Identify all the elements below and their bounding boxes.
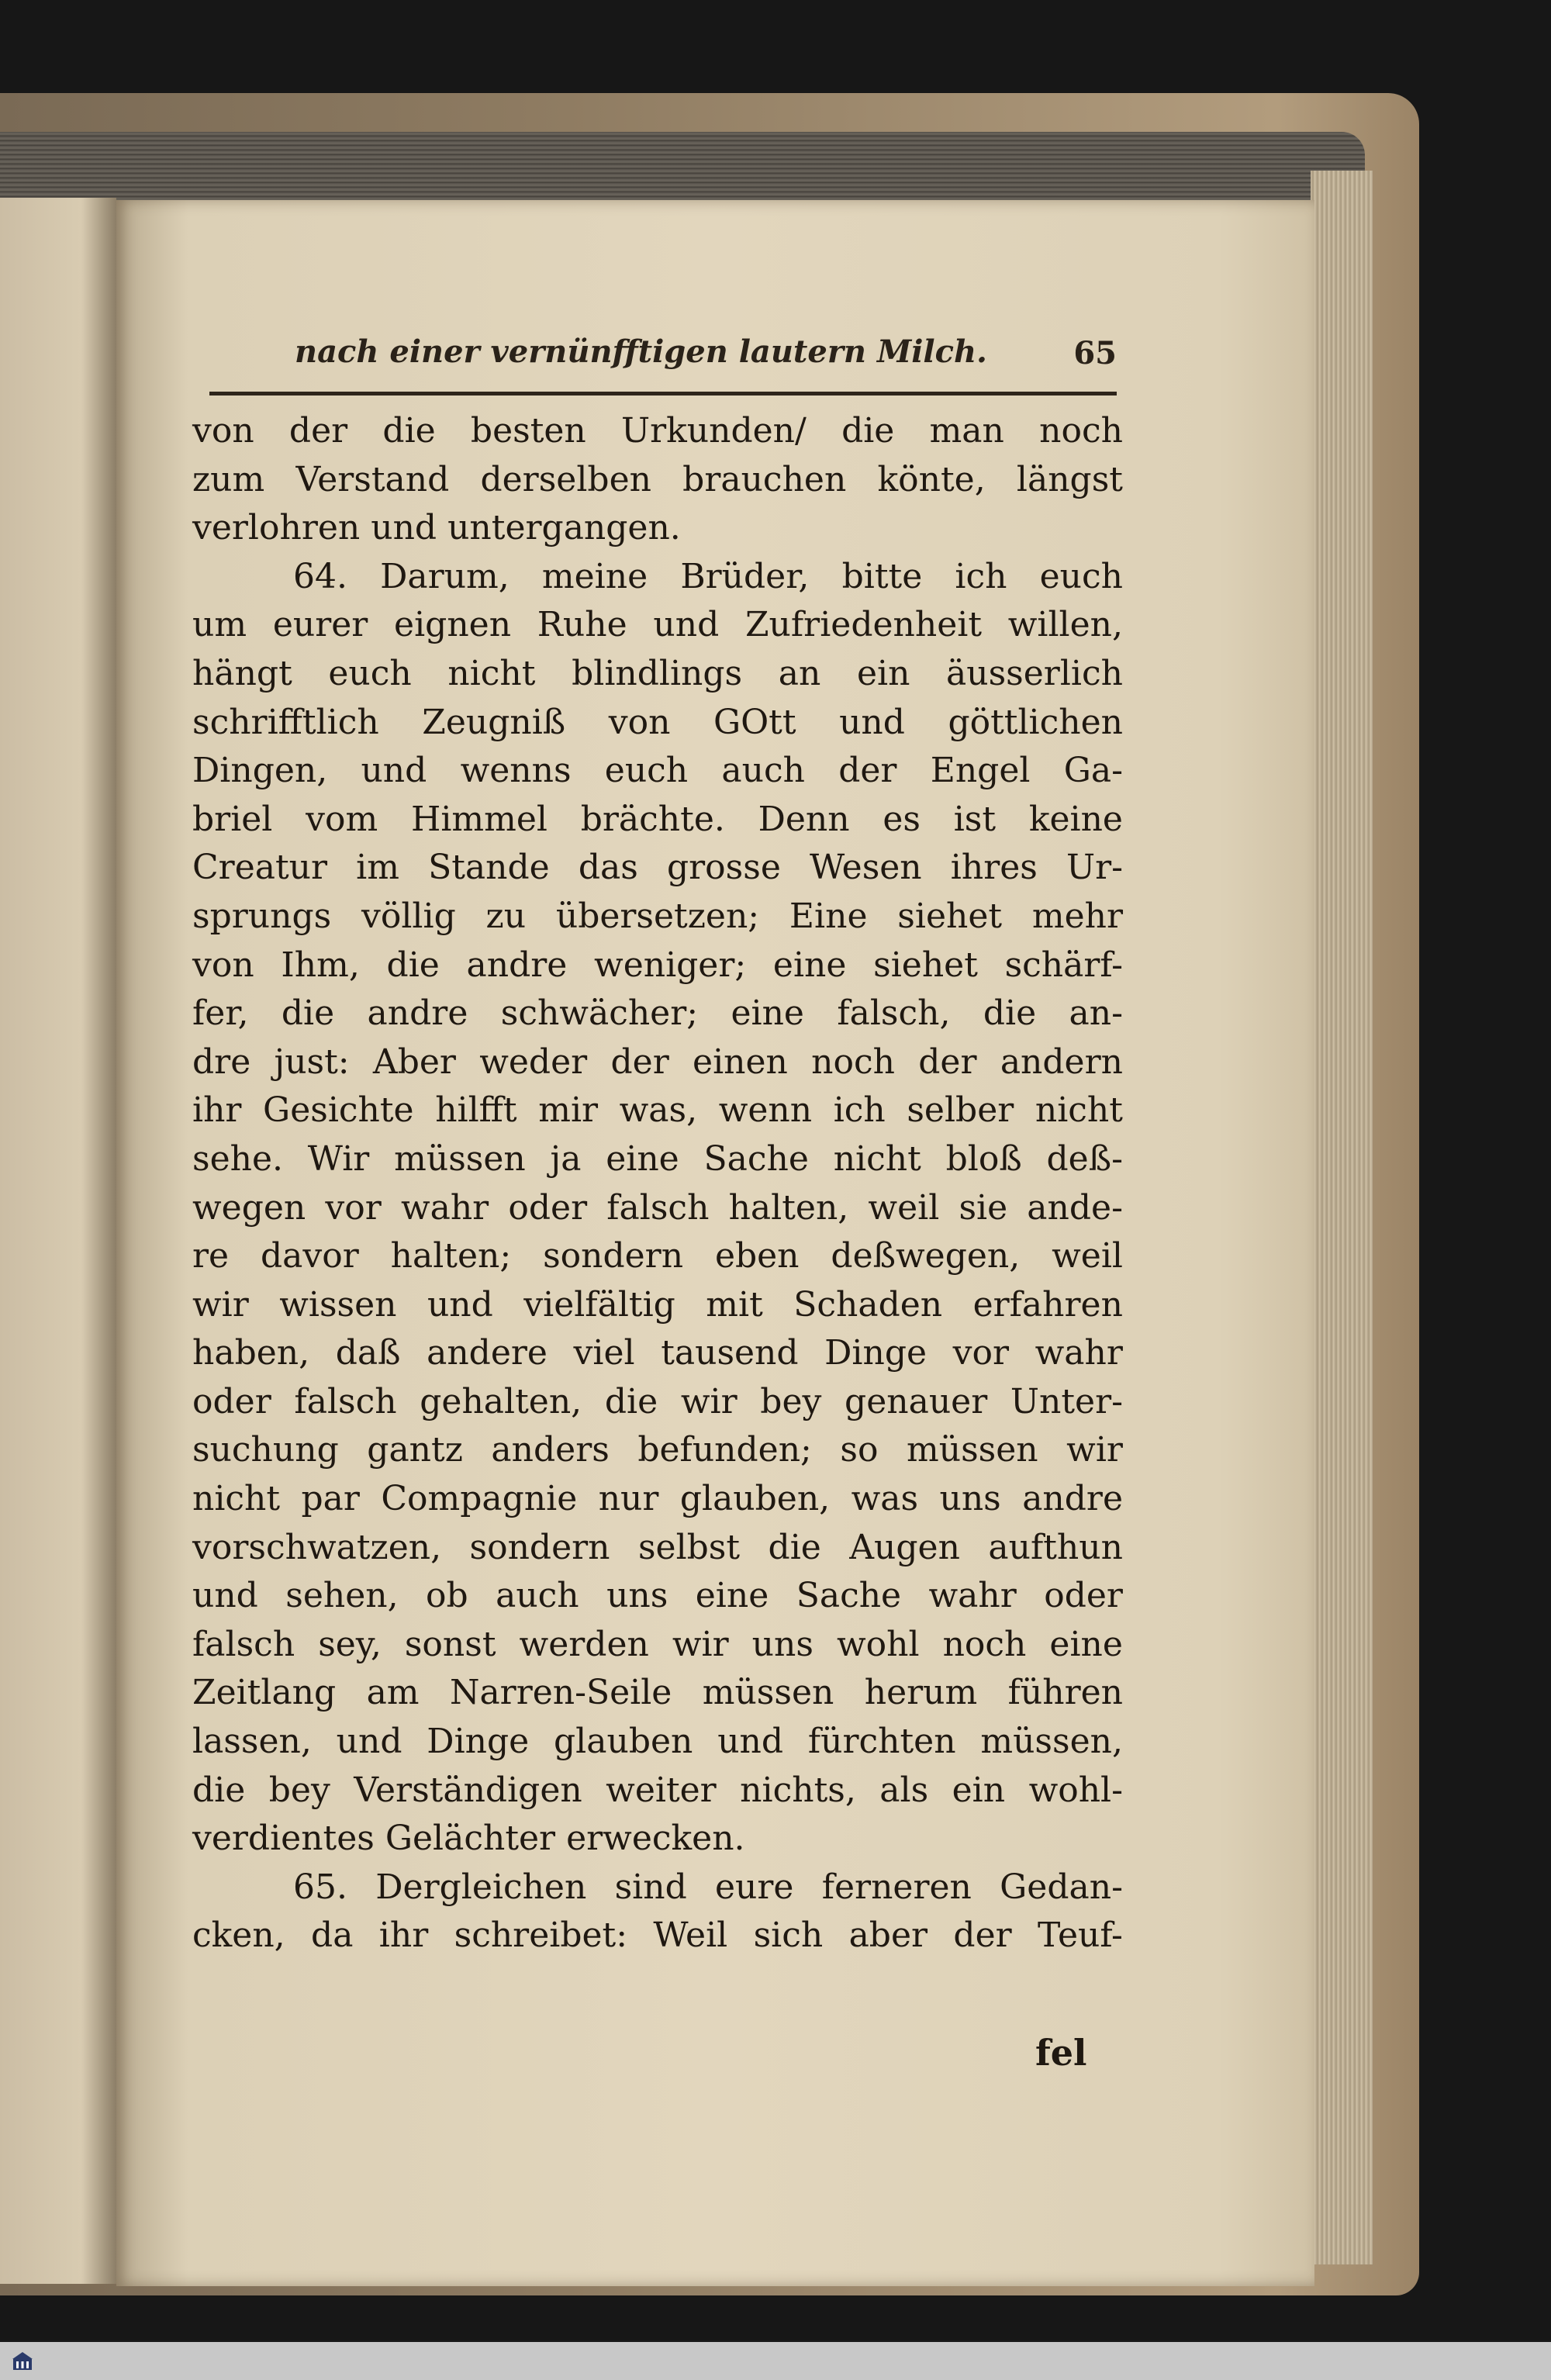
- text-word: befunden;: [637, 1430, 812, 1470]
- text-word: cken,: [192, 1915, 285, 1956]
- header-rule: [209, 392, 1117, 396]
- text-line: [192, 1426, 1123, 1475]
- text-word: als: [879, 1770, 929, 1810]
- text-word: eignen: [394, 605, 512, 645]
- text-word: eine: [695, 1576, 769, 1616]
- text-word: wahr: [928, 1576, 1017, 1616]
- text-word: Zeitlang: [192, 1673, 337, 1713]
- text-word: Engel: [930, 751, 1031, 791]
- text-line: [192, 1281, 1123, 1330]
- page-edges-right: [1311, 171, 1373, 2264]
- text-word: euch: [1039, 556, 1123, 596]
- text-word: Ga-: [1063, 751, 1123, 791]
- text-word: bey: [760, 1381, 822, 1421]
- text-word: Zeugniß: [422, 702, 566, 742]
- text-word: der: [953, 1915, 1012, 1956]
- text-word: eure: [715, 1867, 794, 1907]
- text-word: ein: [952, 1770, 1006, 1810]
- text-word: einen: [693, 1041, 788, 1082]
- text-word: Weil: [653, 1915, 728, 1956]
- text-word: bloß: [945, 1138, 1022, 1179]
- text-word: schrifftlich: [192, 702, 379, 742]
- text-line: [192, 1767, 1123, 1815]
- text-line: [192, 893, 1123, 941]
- text-word: sehe.: [192, 1138, 283, 1179]
- text-word: müssen: [907, 1430, 1038, 1470]
- text-word: eben: [714, 1236, 800, 1276]
- text-word: vorschwatzen,: [192, 1527, 442, 1567]
- text-word: eurer: [272, 605, 368, 645]
- text-word: ihr: [192, 1090, 242, 1131]
- text-line: [192, 844, 1123, 893]
- text-word: eine: [731, 993, 804, 1034]
- text-word: oder: [192, 1381, 271, 1421]
- text-word: siehet: [897, 896, 1003, 936]
- text-word: Stande: [428, 848, 550, 888]
- text-word: Sache: [796, 1576, 902, 1616]
- text-word: Darum,: [380, 556, 510, 596]
- text-word: das: [578, 848, 638, 888]
- text-word: noch: [942, 1624, 1027, 1664]
- text-word: suchung: [192, 1430, 339, 1470]
- text-word: fürchten: [807, 1722, 956, 1762]
- text-word: müssen: [394, 1138, 526, 1179]
- text-word: uns: [751, 1624, 813, 1664]
- text-word: bey: [268, 1770, 330, 1810]
- text-word: wahr: [400, 1187, 489, 1228]
- text-word: lassen,: [192, 1722, 312, 1762]
- library-logo-icon: [11, 2350, 34, 2373]
- text-word: euch: [604, 751, 689, 791]
- text-word: noch: [811, 1041, 895, 1082]
- previous-page-margin: [0, 198, 116, 2284]
- text-word: andre: [466, 945, 568, 985]
- text-word: auch: [496, 1576, 579, 1616]
- running-head: nach einer vernünfftigen lautern Milch.: [295, 333, 987, 370]
- text-word: Verstand: [295, 459, 450, 499]
- text-word: gehalten,: [420, 1381, 582, 1421]
- text-word: sehen,: [285, 1576, 399, 1616]
- text-word: falsch: [294, 1381, 397, 1421]
- text-word: Ruhe: [537, 605, 627, 645]
- body-text: [192, 407, 1123, 1960]
- text-word: ja: [550, 1138, 582, 1179]
- text-line: [192, 1718, 1123, 1767]
- text-word: Eine: [789, 896, 868, 936]
- text-line: [192, 1232, 1123, 1281]
- text-word: der: [838, 751, 897, 791]
- catchword: fel: [1035, 2032, 1087, 2074]
- text-word: der: [918, 1041, 977, 1082]
- text-word: tausend: [661, 1333, 799, 1373]
- text-word: die: [281, 993, 335, 1034]
- text-word: so: [840, 1430, 879, 1470]
- text-word: an-: [1069, 993, 1123, 1034]
- text-word: werden: [519, 1624, 649, 1664]
- text-word: glauben,: [679, 1479, 831, 1519]
- text-word: vom: [306, 799, 378, 839]
- text-word: halten,: [728, 1187, 849, 1228]
- text-word: davor: [260, 1236, 359, 1276]
- text-line: [192, 650, 1123, 699]
- text-word: da: [311, 1915, 354, 1956]
- text-word: nicht: [447, 653, 536, 693]
- text-word: Brüder,: [680, 556, 810, 596]
- text-word: euch: [328, 653, 412, 693]
- text-line: [192, 1329, 1123, 1378]
- text-word: an: [778, 653, 821, 693]
- text-word: weder: [479, 1041, 588, 1082]
- text-word: blindlings: [572, 653, 743, 693]
- text-word: Ur-: [1066, 848, 1123, 888]
- text-word: nicht: [1035, 1090, 1123, 1131]
- text-word: zum: [192, 459, 265, 499]
- text-line: [192, 1086, 1123, 1135]
- text-word: andern: [1000, 1041, 1123, 1082]
- text-word: falsch,: [837, 993, 951, 1034]
- text-word: am: [366, 1673, 420, 1713]
- text-word: wir: [680, 1381, 738, 1421]
- text-word: wissen: [279, 1284, 397, 1325]
- text-word: Denn: [758, 799, 850, 839]
- text-word: untergangen.: [447, 508, 681, 548]
- text-word: Gelächter: [385, 1819, 556, 1859]
- text-word: sondern: [469, 1527, 610, 1567]
- text-word: es: [883, 799, 921, 839]
- text-word: Dergleichen: [375, 1867, 587, 1907]
- text-word: vielfältig: [523, 1284, 675, 1325]
- text-word: Gesichte: [263, 1090, 414, 1131]
- text-word: völlig: [361, 896, 456, 936]
- text-word: oder: [1044, 1576, 1123, 1616]
- text-word: Creatur: [192, 848, 328, 888]
- text-word: und: [653, 605, 720, 645]
- text-word: schärf-: [1004, 945, 1123, 985]
- text-word: falsch: [192, 1624, 295, 1664]
- text-word: die: [382, 411, 436, 451]
- text-word: Ihm,: [281, 945, 360, 985]
- text-word: Teuf-: [1038, 1915, 1123, 1956]
- text-word: sind: [614, 1867, 687, 1907]
- text-line: [192, 1475, 1123, 1524]
- text-word: nur: [598, 1479, 659, 1519]
- text-word: Sache: [703, 1138, 809, 1179]
- viewer-footer: [0, 2342, 1551, 2380]
- text-word: im: [356, 848, 399, 888]
- text-word: und: [839, 702, 905, 742]
- text-word: selber: [907, 1090, 1014, 1131]
- text-word: müssen,: [980, 1722, 1123, 1762]
- text-word: sprungs: [192, 896, 332, 936]
- text-word: besten: [470, 411, 586, 451]
- text-word: haben,: [192, 1333, 310, 1373]
- text-word: Zufriedenheit: [744, 605, 982, 645]
- text-word: die: [983, 993, 1037, 1034]
- text-word: und: [717, 1722, 784, 1762]
- text-word: Wir: [307, 1138, 370, 1179]
- text-word: briel: [192, 799, 273, 839]
- text-word: GOtt: [713, 702, 796, 742]
- text-word: auch: [721, 751, 805, 791]
- text-word: noch: [1039, 411, 1123, 451]
- text-word: Verständigen: [354, 1770, 582, 1810]
- text-word: brauchen: [682, 459, 847, 499]
- text-word: vor: [952, 1333, 1010, 1373]
- text-word: Urkunden/: [621, 411, 807, 451]
- text-word: eine: [606, 1138, 679, 1179]
- text-word: hilfft: [435, 1090, 517, 1131]
- text-word: die: [768, 1527, 821, 1567]
- text-line: [192, 699, 1123, 748]
- text-line: [192, 1524, 1123, 1573]
- text-word: ande-: [1027, 1187, 1123, 1228]
- text-word: übersetzen;: [555, 896, 760, 936]
- text-word: uns: [606, 1576, 668, 1616]
- text-word: nicht: [833, 1138, 921, 1179]
- text-word: schwächer;: [500, 993, 699, 1034]
- text-word: mit: [706, 1284, 763, 1325]
- text-word: eine: [772, 945, 847, 985]
- text-word: bitte: [841, 556, 923, 596]
- text-word: wohl: [836, 1624, 920, 1664]
- text-word: ob: [426, 1576, 468, 1616]
- text-word: meine: [541, 556, 648, 596]
- text-word: weniger;: [594, 945, 747, 985]
- text-word: längst: [1016, 459, 1123, 499]
- text-line: [192, 747, 1123, 796]
- text-word: die: [386, 945, 440, 985]
- text-line: [192, 1912, 1123, 1960]
- text-word: Dingen,: [192, 751, 328, 791]
- text-word: was,: [619, 1090, 698, 1131]
- text-word: die: [604, 1381, 658, 1421]
- text-word: sey,: [318, 1624, 382, 1664]
- text-word: die: [192, 1770, 246, 1810]
- text-word: verdientes: [192, 1819, 375, 1859]
- text-word: Aber: [372, 1041, 456, 1082]
- text-word: was: [851, 1479, 919, 1519]
- text-word: verlohren: [192, 508, 361, 548]
- text-word: andre: [1022, 1479, 1123, 1519]
- text-line: [192, 1621, 1123, 1670]
- text-word: Augen: [849, 1527, 960, 1567]
- text-word: Gedan-: [1000, 1867, 1123, 1907]
- text-word: ihres: [950, 848, 1038, 888]
- text-word: genauer: [845, 1381, 988, 1421]
- text-word: Compagnie: [381, 1479, 578, 1519]
- text-word: wohl-: [1028, 1770, 1123, 1810]
- text-word: wenn: [718, 1090, 813, 1131]
- text-word: keine: [1028, 799, 1123, 839]
- text-word: Dinge: [427, 1722, 530, 1762]
- text-word: dre: [192, 1041, 251, 1082]
- text-word: Himmel: [410, 799, 548, 839]
- text-line: [192, 1669, 1123, 1718]
- text-word: Wesen: [810, 848, 922, 888]
- text-word: wahr: [1035, 1333, 1123, 1373]
- text-word: und: [427, 1284, 493, 1325]
- text-word: oder: [508, 1187, 588, 1228]
- text-word: glauben: [554, 1722, 693, 1762]
- text-word: und: [192, 1576, 258, 1616]
- text-line: [192, 1864, 1123, 1912]
- text-line: [192, 456, 1123, 505]
- text-word: zu: [485, 896, 527, 936]
- text-word: aufthun: [988, 1527, 1123, 1567]
- text-word: die: [841, 411, 895, 451]
- text-word: 64.: [293, 556, 347, 596]
- text-word: deß-: [1046, 1138, 1123, 1179]
- text-word: schreibet:: [454, 1915, 628, 1956]
- text-word: mir: [538, 1090, 599, 1131]
- text-word: göttlichen: [948, 702, 1123, 742]
- text-word: hängt: [192, 653, 292, 693]
- text-word: weil: [1052, 1236, 1123, 1276]
- text-line: [192, 1184, 1123, 1233]
- text-word: weil: [868, 1187, 940, 1228]
- text-word: ich: [833, 1090, 886, 1131]
- text-word: sie: [959, 1187, 1008, 1228]
- text-word: par: [301, 1479, 360, 1519]
- text-word: nichts,: [740, 1770, 856, 1810]
- text-word: ist: [953, 799, 997, 839]
- text-word: und: [361, 751, 427, 791]
- text-word: erwecken.: [566, 1819, 745, 1859]
- page-header: [295, 333, 1117, 388]
- text-word: wir: [1066, 1430, 1123, 1470]
- text-word: vor: [325, 1187, 382, 1228]
- text-line: [192, 504, 1123, 553]
- text-word: nicht: [192, 1479, 281, 1519]
- text-word: der: [610, 1041, 669, 1082]
- text-line: [192, 1038, 1123, 1087]
- text-word: derselben: [480, 459, 651, 499]
- text-word: Schaden: [793, 1284, 943, 1325]
- text-word: brächte.: [580, 799, 725, 839]
- text-word: von: [608, 702, 671, 742]
- text-word: könte,: [877, 459, 986, 499]
- text-word: andere: [427, 1333, 548, 1373]
- text-word: falsch: [606, 1187, 710, 1228]
- text-word: von: [192, 411, 254, 451]
- text-line: [192, 941, 1123, 990]
- text-line: [192, 1815, 1123, 1864]
- text-word: siehet: [873, 945, 978, 985]
- text-word: grosse: [666, 848, 781, 888]
- text-word: Unter-: [1010, 1381, 1123, 1421]
- text-word: willen,: [1007, 605, 1123, 645]
- text-word: von: [192, 945, 254, 985]
- text-word: müssen: [702, 1673, 834, 1713]
- text-word: ich: [955, 556, 1007, 596]
- text-line: [192, 407, 1123, 456]
- text-word: sondern: [543, 1236, 684, 1276]
- text-word: äusserlich: [946, 653, 1123, 693]
- text-word: deßwegen,: [831, 1236, 1021, 1276]
- text-word: eine: [1049, 1624, 1123, 1664]
- text-word: uns: [939, 1479, 1001, 1519]
- text-line: [192, 553, 1123, 602]
- text-word: der: [288, 411, 348, 451]
- text-line: [192, 1572, 1123, 1621]
- text-word: ihr: [378, 1915, 429, 1956]
- text-word: Dinge: [824, 1333, 927, 1373]
- text-line: [192, 1135, 1123, 1184]
- text-word: selbst: [637, 1527, 741, 1567]
- text-word: führen: [1007, 1673, 1123, 1713]
- text-word: 65.: [293, 1867, 347, 1907]
- text-word: sich: [753, 1915, 824, 1956]
- page-number: 65: [1073, 335, 1117, 371]
- text-word: wenns: [460, 751, 572, 791]
- text-word: Narren-Seile: [449, 1673, 672, 1713]
- text-line: [192, 601, 1123, 650]
- text-word: aber: [848, 1915, 928, 1956]
- text-word: herum: [864, 1673, 978, 1713]
- text-word: gantz: [367, 1430, 463, 1470]
- text-word: fer,: [192, 993, 249, 1034]
- text-word: anders: [491, 1430, 610, 1470]
- text-word: andre: [367, 993, 468, 1034]
- text-word: mehr: [1031, 896, 1123, 936]
- text-word: wir: [192, 1284, 249, 1325]
- text-word: just:: [274, 1041, 350, 1082]
- text-word: wegen: [192, 1187, 306, 1228]
- text-word: und: [371, 508, 437, 548]
- text-word: ferneren: [821, 1867, 972, 1907]
- text-word: wir: [672, 1624, 729, 1664]
- text-word: daß: [335, 1333, 401, 1373]
- text-line: [192, 990, 1123, 1038]
- text-word: halten;: [390, 1236, 512, 1276]
- text-line: [192, 1378, 1123, 1427]
- text-word: und: [336, 1722, 402, 1762]
- text-word: re: [192, 1236, 230, 1276]
- text-line: [192, 796, 1123, 845]
- text-word: ein: [856, 653, 910, 693]
- text-word: viel: [573, 1333, 635, 1373]
- text-word: um: [192, 605, 247, 645]
- text-word: man: [929, 411, 1004, 451]
- text-word: sonst: [404, 1624, 496, 1664]
- text-word: erfahren: [972, 1284, 1123, 1325]
- text-word: weiter: [606, 1770, 717, 1810]
